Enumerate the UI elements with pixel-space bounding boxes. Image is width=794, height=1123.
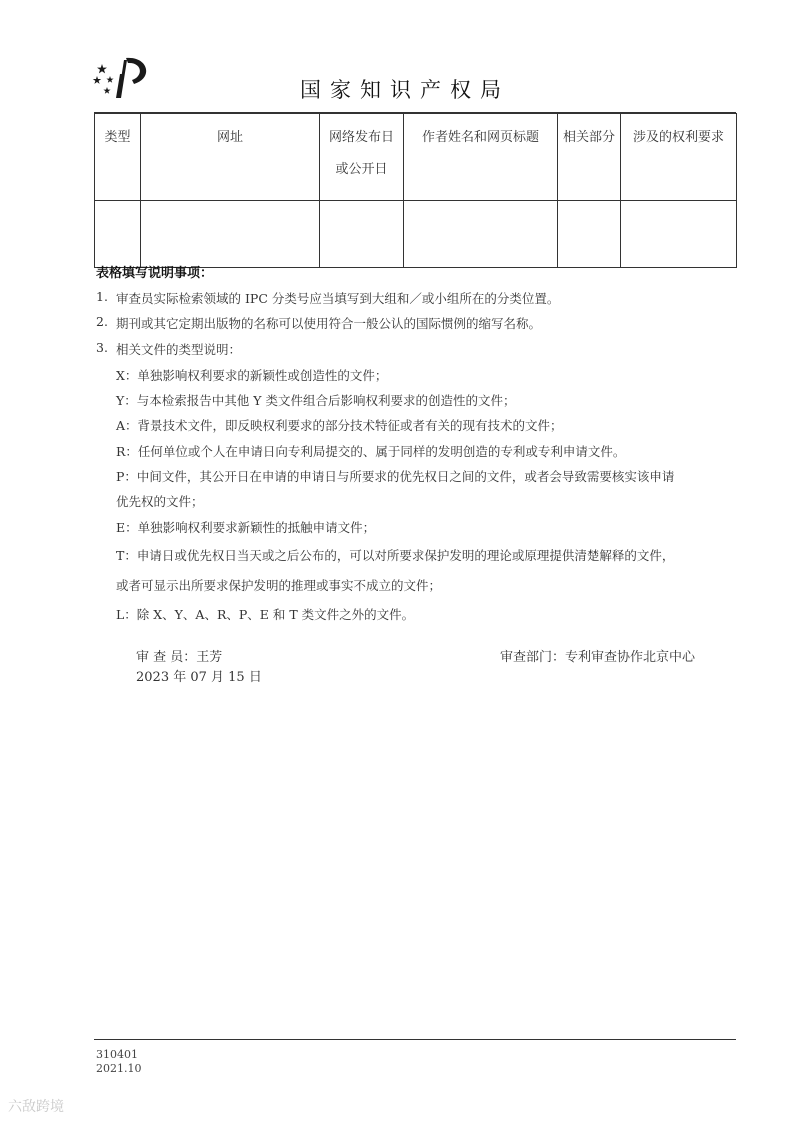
note-number: 1. [96,289,108,304]
office-title: 国家知识产权局 [300,78,510,102]
type-y-note: Y：与本检索报告中其他 Y 类文件组合后影响权利要求的创造性的文件； [116,393,516,408]
cnipa-logo-icon [90,54,156,100]
table-row [95,201,737,268]
footer-divider [94,1039,736,1040]
table-cell[interactable] [320,201,404,268]
type-p-note: P：中间文件，其公开日在申请的申请日与所要求的优先权日之间的文件，或者会导致需要核实该申请 [116,469,675,484]
table-header-row [95,114,737,201]
report-date: 2023 年 07 月 15 日 [136,670,262,685]
col-header-url: 网址 [141,114,320,201]
examiner-name: 审 查 员：王芳 [136,650,223,665]
table-cell[interactable] [95,201,141,268]
type-l-note: L：除 X、Y、A、R、P、E 和 T 类文件之外的文件。 [116,607,415,622]
note-number: 3. [96,340,108,355]
form-version: 2021.10 [96,1062,142,1075]
table-cell[interactable] [558,201,621,268]
watermark-text: 六敌跨境 [8,1099,64,1115]
col-header-publish-date: 网络发布日 或公开日 [320,114,404,201]
note-item: 审查员实际检索领域的 IPC 分类号应当填写到大组和／或小组所在的分类位置。 [116,291,560,306]
col-header-claims: 涉及的权利要求 [621,114,737,201]
table-cell[interactable] [141,201,320,268]
type-r-note: R：任何单位或个人在申请日向专利局提交的、属于同样的发明创造的专利或专利申请文件。 [116,444,626,459]
col-header-relevant-part: 相关部分 [558,114,621,201]
col-header-author-title: 作者姓名和网页标题 [404,114,558,201]
col-header-type: 类型 [95,114,141,201]
table-cell[interactable] [404,201,558,268]
notes-title: 表格填写说明事项： [96,266,214,281]
type-t-note-continued: 或者可显示出所要求保护发明的推理或事实不成立的文件； [116,578,442,593]
reference-table [94,113,737,268]
type-a-note: A：背景技术文件，即反映权利要求的部分技术特征或者有关的现有技术的文件； [116,418,563,433]
examination-department: 审查部门：专利审查协作北京中心 [500,650,696,665]
form-code: 310401 [96,1048,138,1061]
type-x-note: X：单独影响权利要求的新颖性或创造性的文件； [116,368,388,383]
type-t-note: T：申请日或优先权日当天或之后公布的，可以对所要求保护发明的理论或原理提供清楚解释的文件， [116,548,675,563]
note-number: 2. [96,314,108,329]
table-cell[interactable] [621,201,737,268]
type-e-note: E：单独影响权利要求新颖性的抵触申请文件； [116,520,376,535]
note-item: 相关文件的类型说明： [116,342,242,357]
type-p-note-continued: 优先权的文件； [116,494,204,509]
note-item: 期刊或其它定期出版物的名称可以使用符合一般公认的国际惯例的缩写名称。 [116,316,542,331]
